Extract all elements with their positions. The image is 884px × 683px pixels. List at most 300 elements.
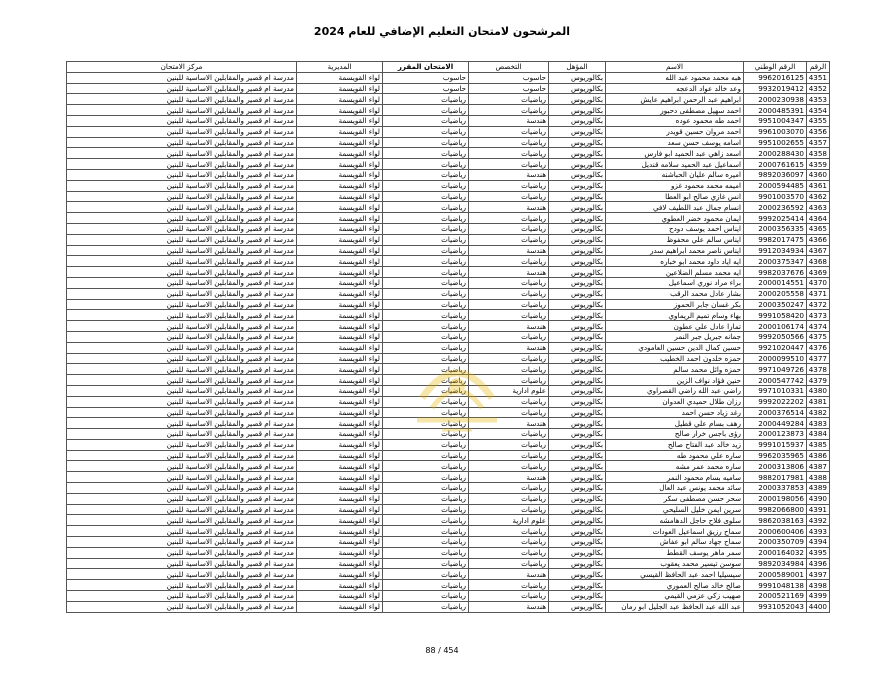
table-row — [67, 256, 830, 267]
cell-national-id: 2000376514 — [744, 407, 807, 418]
cell-name: سائد محمد يونس عبد العال — [606, 483, 744, 494]
cell-name: رهف بسام علي قطيل — [606, 418, 744, 429]
cell-specialization: رياضيات — [469, 407, 549, 418]
cell-qualification: بكالوريوس — [549, 547, 606, 558]
cell-national-id: 2000600406 — [744, 526, 807, 537]
cell-national-id: 9992022202 — [744, 396, 807, 407]
cell-name: سوسن تيسير محمد يعقوب — [606, 558, 744, 569]
cell-name: رؤى باجس خرار صالح — [606, 429, 744, 440]
cell-specialization: رياضيات — [469, 191, 549, 202]
cell-seq: 4362 — [807, 191, 830, 202]
cell-exam: رياضيات — [383, 504, 469, 515]
candidates-table-container — [66, 61, 829, 613]
cell-seq: 4370 — [807, 277, 830, 288]
cell-seq: 4354 — [807, 105, 830, 116]
cell-directorate: لواء القويسمة — [297, 213, 383, 224]
cell-name: احمد سهيل مصطفى دحبور — [606, 105, 744, 116]
cell-exam: رياضيات — [383, 256, 469, 267]
cell-national-id: 2000205558 — [744, 288, 807, 299]
cell-specialization: رياضيات — [469, 580, 549, 591]
header-directorate: المديرية — [297, 62, 383, 73]
cell-exam: حاسوب — [383, 83, 469, 94]
cell-national-id: 9961003070 — [744, 126, 807, 137]
cell-exam: رياضيات — [383, 331, 469, 342]
cell-national-id: 2000313806 — [744, 461, 807, 472]
cell-seq: 4375 — [807, 331, 830, 342]
cell-name: اسامه يوسف حسن سعد — [606, 137, 744, 148]
header-name: الاسم — [606, 62, 744, 73]
cell-specialization: رياضيات — [469, 105, 549, 116]
cell-name: رزان طلال حميدي العدوان — [606, 396, 744, 407]
cell-center: مدرسة ام قصير والمقابلين الاساسية للبنين — [67, 580, 297, 591]
table-row — [67, 591, 830, 602]
cell-seq: 4390 — [807, 493, 830, 504]
cell-national-id: 2000350247 — [744, 299, 807, 310]
table-row — [67, 277, 830, 288]
table-row — [67, 461, 830, 472]
cell-specialization: رياضيات — [469, 310, 549, 321]
cell-directorate: لواء القويسمة — [297, 159, 383, 170]
cell-national-id: 2000521169 — [744, 591, 807, 602]
cell-seq: 4391 — [807, 504, 830, 515]
cell-exam: رياضيات — [383, 461, 469, 472]
cell-specialization: حاسوب — [469, 72, 549, 83]
cell-seq: 4364 — [807, 213, 830, 224]
cell-seq: 4360 — [807, 169, 830, 180]
cell-exam: رياضيات — [383, 537, 469, 548]
cell-specialization: هندسة — [469, 601, 549, 612]
cell-national-id: 2000123873 — [744, 429, 807, 440]
cell-national-id: 9991058420 — [744, 310, 807, 321]
cell-specialization: هندسة — [469, 472, 549, 483]
cell-name: سحر حسن مصطفى سكر — [606, 493, 744, 504]
cell-directorate: لواء القويسمة — [297, 418, 383, 429]
cell-name: حنين فؤاد نواف الزين — [606, 375, 744, 386]
cell-name: عبد الله عبد الحافظ عبد الجليل ابو رمان — [606, 601, 744, 612]
cell-seq: 4376 — [807, 342, 830, 353]
cell-qualification: بكالوريوس — [549, 385, 606, 396]
cell-name: اسعد زاهي عبد الحميد ابو فارس — [606, 148, 744, 159]
cell-center: مدرسة ام قصير والمقابلين الاساسية للبنين — [67, 310, 297, 321]
cell-national-id: 2000594485 — [744, 180, 807, 191]
cell-exam: رياضيات — [383, 159, 469, 170]
cell-center: مدرسة ام قصير والمقابلين الاساسية للبنين — [67, 83, 297, 94]
page-number: 88 / 454 — [425, 646, 459, 655]
header-national-id: الرقم الوطني — [744, 62, 807, 73]
table-row — [67, 191, 830, 202]
cell-name: سماح رزيق اسماعيل العودات — [606, 526, 744, 537]
cell-specialization: رياضيات — [469, 537, 549, 548]
cell-specialization: هندسة — [469, 569, 549, 580]
cell-exam: رياضيات — [383, 310, 469, 321]
cell-directorate: لواء القويسمة — [297, 515, 383, 526]
table-row — [67, 288, 830, 299]
cell-directorate: لواء القويسمة — [297, 277, 383, 288]
cell-seq: 4393 — [807, 526, 830, 537]
cell-directorate: لواء القويسمة — [297, 169, 383, 180]
cell-center: مدرسة ام قصير والمقابلين الاساسية للبنين — [67, 364, 297, 375]
cell-directorate: لواء القويسمة — [297, 364, 383, 375]
cell-exam: رياضيات — [383, 407, 469, 418]
cell-name: اسماعيل عبد الحميد سلامه قنديل — [606, 159, 744, 170]
cell-exam: حاسوب — [383, 72, 469, 83]
cell-specialization: رياضيات — [469, 375, 549, 386]
cell-specialization: هندسة — [469, 342, 549, 353]
cell-exam: رياضيات — [383, 515, 469, 526]
cell-qualification: بكالوريوس — [549, 439, 606, 450]
cell-national-id: 2000164032 — [744, 547, 807, 558]
cell-national-id: 2000547742 — [744, 375, 807, 386]
cell-seq: 4387 — [807, 461, 830, 472]
cell-center: مدرسة ام قصير والمقابلين الاساسية للبنين — [67, 591, 297, 602]
cell-national-id: 2000230938 — [744, 94, 807, 105]
cell-seq: 4394 — [807, 537, 830, 548]
cell-directorate: لواء القويسمة — [297, 353, 383, 364]
cell-center: مدرسة ام قصير والمقابلين الاساسية للبنين — [67, 601, 297, 612]
table-row — [67, 537, 830, 548]
cell-national-id: 9982037676 — [744, 267, 807, 278]
cell-qualification: بكالوريوس — [549, 483, 606, 494]
cell-national-id: 9982017475 — [744, 234, 807, 245]
table-row — [67, 72, 830, 83]
cell-seq: 4355 — [807, 115, 830, 126]
cell-directorate: لواء القويسمة — [297, 202, 383, 213]
cell-name: صهيب زكي عزمي القيمي — [606, 591, 744, 602]
cell-specialization: رياضيات — [469, 591, 549, 602]
cell-seq: 4365 — [807, 223, 830, 234]
cell-center: مدرسة ام قصير والمقابلين الاساسية للبنين — [67, 439, 297, 450]
cell-seq: 4392 — [807, 515, 830, 526]
cell-seq: 4366 — [807, 234, 830, 245]
cell-specialization: رياضيات — [469, 558, 549, 569]
cell-national-id: 9862038163 — [744, 515, 807, 526]
cell-seq: 4379 — [807, 375, 830, 386]
cell-directorate: لواء القويسمة — [297, 180, 383, 191]
cell-directorate: لواء القويسمة — [297, 375, 383, 386]
cell-qualification: بكالوريوس — [549, 591, 606, 602]
table-row — [67, 94, 830, 105]
cell-directorate: لواء القويسمة — [297, 115, 383, 126]
cell-national-id: 2000106174 — [744, 321, 807, 332]
cell-specialization: رياضيات — [469, 396, 549, 407]
cell-directorate: لواء القويسمة — [297, 537, 383, 548]
cell-center: مدرسة ام قصير والمقابلين الاساسية للبنين — [67, 493, 297, 504]
cell-specialization: رياضيات — [469, 180, 549, 191]
header-center: مركز الامتحان — [67, 62, 297, 73]
cell-exam: رياضيات — [383, 364, 469, 375]
cell-directorate: لواء القويسمة — [297, 234, 383, 245]
cell-center: مدرسة ام قصير والمقابلين الاساسية للبنين — [67, 321, 297, 332]
cell-exam: رياضيات — [383, 223, 469, 234]
cell-center: مدرسة ام قصير والمقابلين الاساسية للبنين — [67, 126, 297, 137]
cell-qualification: بكالوريوس — [549, 461, 606, 472]
cell-national-id: 9962035965 — [744, 450, 807, 461]
cell-exam: رياضيات — [383, 547, 469, 558]
cell-center: مدرسة ام قصير والمقابلين الاساسية للبنين — [67, 213, 297, 224]
cell-center: مدرسة ام قصير والمقابلين الاساسية للبنين — [67, 483, 297, 494]
cell-seq: 4374 — [807, 321, 830, 332]
cell-name: حسين كمال الدين حسين العامودي — [606, 342, 744, 353]
cell-qualification: بكالوريوس — [549, 180, 606, 191]
cell-name: ابراهيم عبد الرحمن ابراهيم عايش — [606, 94, 744, 105]
table-row — [67, 385, 830, 396]
cell-qualification: بكالوريوس — [549, 191, 606, 202]
cell-directorate: لواء القويسمة — [297, 385, 383, 396]
cell-exam: رياضيات — [383, 180, 469, 191]
cell-directorate: لواء القويسمة — [297, 288, 383, 299]
cell-qualification: بكالوريوس — [549, 396, 606, 407]
cell-seq: 4351 — [807, 72, 830, 83]
cell-specialization: هندسة — [469, 267, 549, 278]
cell-specialization: رياضيات — [469, 493, 549, 504]
cell-specialization: هندسة — [469, 245, 549, 256]
cell-national-id: 9892034984 — [744, 558, 807, 569]
cell-exam: رياضيات — [383, 321, 469, 332]
cell-specialization: رياضيات — [469, 223, 549, 234]
cell-center: مدرسة ام قصير والمقابلين الاساسية للبنين — [67, 429, 297, 440]
cell-national-id: 2000356335 — [744, 223, 807, 234]
cell-center: مدرسة ام قصير والمقابلين الاساسية للبنين — [67, 169, 297, 180]
cell-exam: رياضيات — [383, 277, 469, 288]
cell-center: مدرسة ام قصير والمقابلين الاساسية للبنين — [67, 504, 297, 515]
cell-center: مدرسة ام قصير والمقابلين الاساسية للبنين — [67, 277, 297, 288]
table-row — [67, 137, 830, 148]
cell-directorate: لواء القويسمة — [297, 569, 383, 580]
cell-qualification: بكالوريوس — [549, 256, 606, 267]
cell-specialization: رياضيات — [469, 439, 549, 450]
cell-center: مدرسة ام قصير والمقابلين الاساسية للبنين — [67, 407, 297, 418]
cell-qualification: بكالوريوس — [549, 331, 606, 342]
cell-seq: 4367 — [807, 245, 830, 256]
table-row — [67, 267, 830, 278]
cell-exam: رياضيات — [383, 439, 469, 450]
cell-center: مدرسة ام قصير والمقابلين الاساسية للبنين — [67, 223, 297, 234]
cell-center: مدرسة ام قصير والمقابلين الاساسية للبنين — [67, 396, 297, 407]
cell-name: سيسيليا احمد عبد الحافظ القيسي — [606, 569, 744, 580]
cell-seq: 4382 — [807, 407, 830, 418]
cell-specialization: علوم ادارية — [469, 515, 549, 526]
cell-directorate: لواء القويسمة — [297, 137, 383, 148]
cell-center: مدرسة ام قصير والمقابلين الاساسية للبنين — [67, 72, 297, 83]
cell-name: ايه محمد مسلم الضلاعين — [606, 267, 744, 278]
cell-qualification: بكالوريوس — [549, 569, 606, 580]
cell-national-id: 2000761615 — [744, 159, 807, 170]
cell-seq: 4352 — [807, 83, 830, 94]
cell-specialization: رياضيات — [469, 483, 549, 494]
cell-name: اميره سالم عليان الحباشنه — [606, 169, 744, 180]
cell-center: مدرسة ام قصير والمقابلين الاساسية للبنين — [67, 450, 297, 461]
table-row — [67, 126, 830, 137]
cell-qualification: بكالوريوس — [549, 353, 606, 364]
cell-national-id: 9992050566 — [744, 331, 807, 342]
cell-national-id: 2000350709 — [744, 537, 807, 548]
cell-national-id: 2000288430 — [744, 148, 807, 159]
cell-center: مدرسة ام قصير والمقابلين الاساسية للبنين — [67, 353, 297, 364]
cell-name: انس غازي صالح ابو العطا — [606, 191, 744, 202]
cell-qualification: بكالوريوس — [549, 169, 606, 180]
cell-qualification: بكالوريوس — [549, 115, 606, 126]
cell-national-id: 9912034934 — [744, 245, 807, 256]
cell-specialization: رياضيات — [469, 299, 549, 310]
cell-name: سمر ماهر يوسف القطط — [606, 547, 744, 558]
table-row — [67, 526, 830, 537]
cell-specialization: حاسوب — [469, 83, 549, 94]
cell-qualification: بكالوريوس — [549, 364, 606, 375]
cell-seq: 4373 — [807, 310, 830, 321]
cell-directorate: لواء القويسمة — [297, 342, 383, 353]
cell-directorate: لواء القويسمة — [297, 148, 383, 159]
table-row — [67, 169, 830, 180]
table-row — [67, 299, 830, 310]
cell-center: مدرسة ام قصير والمقابلين الاساسية للبنين — [67, 180, 297, 191]
cell-national-id: 2000449284 — [744, 418, 807, 429]
cell-national-id: 9991048138 — [744, 580, 807, 591]
cell-qualification: بكالوريوس — [549, 137, 606, 148]
cell-qualification: بكالوريوس — [549, 83, 606, 94]
cell-name: وعد خالد عواد الدعجه — [606, 83, 744, 94]
cell-qualification: بكالوريوس — [549, 126, 606, 137]
cell-exam: رياضيات — [383, 94, 469, 105]
cell-directorate: لواء القويسمة — [297, 407, 383, 418]
cell-directorate: لواء القويسمة — [297, 450, 383, 461]
cell-qualification: بكالوريوس — [549, 407, 606, 418]
cell-specialization: رياضيات — [469, 504, 549, 515]
cell-exam: رياضيات — [383, 396, 469, 407]
cell-qualification: بكالوريوس — [549, 159, 606, 170]
table-row — [67, 396, 830, 407]
cell-exam: رياضيات — [383, 353, 469, 364]
cell-name: بهاء وسام تميم الريماوي — [606, 310, 744, 321]
cell-center: مدرسة ام قصير والمقابلين الاساسية للبنين — [67, 569, 297, 580]
cell-directorate: لواء القويسمة — [297, 321, 383, 332]
cell-center: مدرسة ام قصير والمقابلين الاساسية للبنين — [67, 115, 297, 126]
cell-center: مدرسة ام قصير والمقابلين الاساسية للبنين — [67, 191, 297, 202]
table-row — [67, 331, 830, 342]
cell-seq: 4363 — [807, 202, 830, 213]
table-row — [67, 580, 830, 591]
cell-qualification: بكالوريوس — [549, 375, 606, 386]
cell-seq: 4398 — [807, 580, 830, 591]
cell-name: تمارا عادل علي عطون — [606, 321, 744, 332]
cell-specialization: رياضيات — [469, 461, 549, 472]
cell-seq: 4383 — [807, 418, 830, 429]
table-row — [67, 105, 830, 116]
cell-exam: رياضيات — [383, 558, 469, 569]
cell-specialization: رياضيات — [469, 331, 549, 342]
cell-name: سلوى فلاح حاجل الدهامشه — [606, 515, 744, 526]
cell-qualification: بكالوريوس — [549, 277, 606, 288]
cell-directorate: لواء القويسمة — [297, 310, 383, 321]
cell-directorate: لواء القويسمة — [297, 83, 383, 94]
cell-national-id: 9992025414 — [744, 213, 807, 224]
cell-seq: 4359 — [807, 159, 830, 170]
cell-seq: 4371 — [807, 288, 830, 299]
table-row — [67, 159, 830, 170]
cell-name: راضي عبد الله راضي القصراوي — [606, 385, 744, 396]
cell-seq: 4372 — [807, 299, 830, 310]
cell-seq: 4357 — [807, 137, 830, 148]
cell-directorate: لواء القويسمة — [297, 299, 383, 310]
table-row — [67, 547, 830, 558]
cell-specialization: رياضيات — [469, 148, 549, 159]
cell-name: براء مراد نوري اسماعيل — [606, 277, 744, 288]
cell-name: جمانه جبريل جبر النمر — [606, 331, 744, 342]
cell-exam: رياضيات — [383, 450, 469, 461]
cell-specialization: رياضيات — [469, 277, 549, 288]
cell-exam: رياضيات — [383, 418, 469, 429]
cell-exam: رياضيات — [383, 213, 469, 224]
cell-center: مدرسة ام قصير والمقابلين الاساسية للبنين — [67, 245, 297, 256]
cell-center: مدرسة ام قصير والمقابلين الاساسية للبنين — [67, 385, 297, 396]
cell-exam: رياضيات — [383, 601, 469, 612]
cell-center: مدرسة ام قصير والمقابلين الاساسية للبنين — [67, 299, 297, 310]
cell-seq: 4369 — [807, 267, 830, 278]
cell-directorate: لواء القويسمة — [297, 439, 383, 450]
cell-national-id: 9991015937 — [744, 439, 807, 450]
cell-directorate: لواء القويسمة — [297, 526, 383, 537]
cell-national-id: 2000099510 — [744, 353, 807, 364]
cell-exam: رياضيات — [383, 472, 469, 483]
cell-qualification: بكالوريوس — [549, 580, 606, 591]
cell-center: مدرسة ام قصير والمقابلين الاساسية للبنين — [67, 148, 297, 159]
cell-qualification: بكالوريوس — [549, 601, 606, 612]
cell-qualification: بكالوريوس — [549, 245, 606, 256]
cell-exam: رياضيات — [383, 191, 469, 202]
cell-seq: 4396 — [807, 558, 830, 569]
cell-specialization: رياضيات — [469, 547, 549, 558]
cell-seq: 4380 — [807, 385, 830, 396]
cell-qualification: بكالوريوس — [549, 234, 606, 245]
header-specialization: التخصص — [469, 62, 549, 73]
cell-exam: رياضيات — [383, 202, 469, 213]
table-row — [67, 407, 830, 418]
cell-specialization: علوم ادارية — [469, 385, 549, 396]
cell-specialization: رياضيات — [469, 213, 549, 224]
cell-name: اميمه محمد محمود غزو — [606, 180, 744, 191]
cell-seq: 4353 — [807, 94, 830, 105]
table-row — [67, 342, 830, 353]
cell-qualification: بكالوريوس — [549, 223, 606, 234]
cell-national-id: 9931052043 — [744, 601, 807, 612]
cell-national-id: 9962016125 — [744, 72, 807, 83]
cell-qualification: بكالوريوس — [549, 94, 606, 105]
cell-name: ايناس ناصر محمد ابراهيم سدر — [606, 245, 744, 256]
cell-qualification: بكالوريوس — [549, 493, 606, 504]
cell-national-id: 9971010331 — [744, 385, 807, 396]
cell-exam: رياضيات — [383, 375, 469, 386]
cell-specialization: هندسة — [469, 321, 549, 332]
cell-specialization: رياضيات — [469, 256, 549, 267]
header-seq: الرقم — [807, 62, 830, 73]
cell-directorate: لواء القويسمة — [297, 591, 383, 602]
cell-directorate: لواء القويسمة — [297, 461, 383, 472]
cell-exam: رياضيات — [383, 105, 469, 116]
cell-exam: رياضيات — [383, 148, 469, 159]
cell-name: حمزه خلدون احمد الخطيب — [606, 353, 744, 364]
cell-directorate: لواء القويسمة — [297, 223, 383, 234]
cell-national-id: 2000485391 — [744, 105, 807, 116]
table-row — [67, 418, 830, 429]
cell-national-id: 2000014551 — [744, 277, 807, 288]
cell-exam: رياضيات — [383, 288, 469, 299]
cell-center: مدرسة ام قصير والمقابلين الاساسية للبنين — [67, 331, 297, 342]
cell-specialization: رياضيات — [469, 288, 549, 299]
cell-qualification: بكالوريوس — [549, 288, 606, 299]
cell-qualification: بكالوريوس — [549, 321, 606, 332]
cell-qualification: بكالوريوس — [549, 267, 606, 278]
table-row — [67, 515, 830, 526]
table-row — [67, 310, 830, 321]
